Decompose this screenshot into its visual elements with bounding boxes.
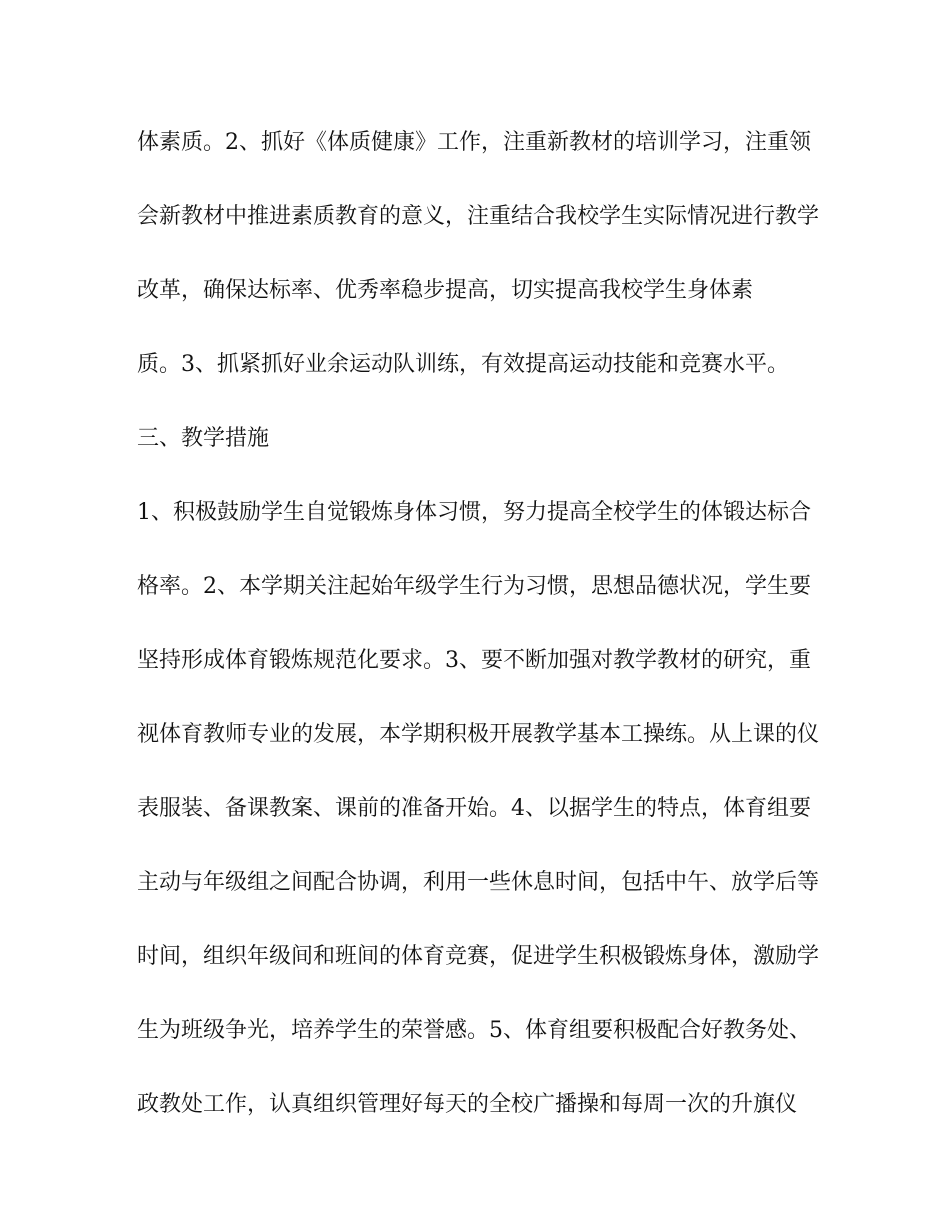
paragraph-line: 政教处工作，认真组织管理好每天的全校广播操和每周一次的升旗仪 bbox=[137, 1092, 798, 1117]
paragraph-line: 质。3、抓紧抓好业余运动队训练，有效提高运动技能和竞赛水平。 bbox=[137, 352, 789, 377]
paragraph-line: 体素质。2、抓好《体质健康》工作，注重新教材的培训学习，注重领 bbox=[137, 130, 811, 155]
paragraph-line: 主动与年级组之间配合协调，利用一些休息时间，包括中午、放学后等 bbox=[137, 870, 820, 895]
section-heading: 三、教学措施 bbox=[137, 426, 270, 451]
paragraph-line: 改革，确保达标率、优秀率稳步提高，切实提高我校学生身体素 bbox=[137, 278, 754, 303]
paragraph-line: 生为班级争光，培养学生的荣誉感。5、体育组要积极配合好教务处、 bbox=[137, 1018, 811, 1043]
paragraph-line: 1、积极鼓励学生自觉锻炼身体习惯，努力提高全校学生的体锻达标合 bbox=[137, 500, 811, 525]
paragraph-line: 坚持形成体育锻炼规范化要求。3、要不断加强对教学教材的研究，重 bbox=[137, 648, 811, 673]
paragraph-line: 会新教材中推进素质教育的意义，注重结合我校学生实际情况进行教学 bbox=[137, 204, 820, 229]
paragraph-line: 时间，组织年级间和班间的体育竞赛，促进学生积极锻炼身体，激励学 bbox=[137, 944, 820, 969]
paragraph-line: 格率。2、本学期关注起始年级学生行为习惯，思想品德状况，学生要 bbox=[137, 574, 811, 599]
paragraph-line: 表服装、备课教案、课前的准备开始。4、以据学生的特点，体育组要 bbox=[137, 796, 811, 821]
paragraph-line: 视体育教师专业的发展，本学期积极开展教学基本工操练。从上课的仪 bbox=[137, 722, 820, 747]
